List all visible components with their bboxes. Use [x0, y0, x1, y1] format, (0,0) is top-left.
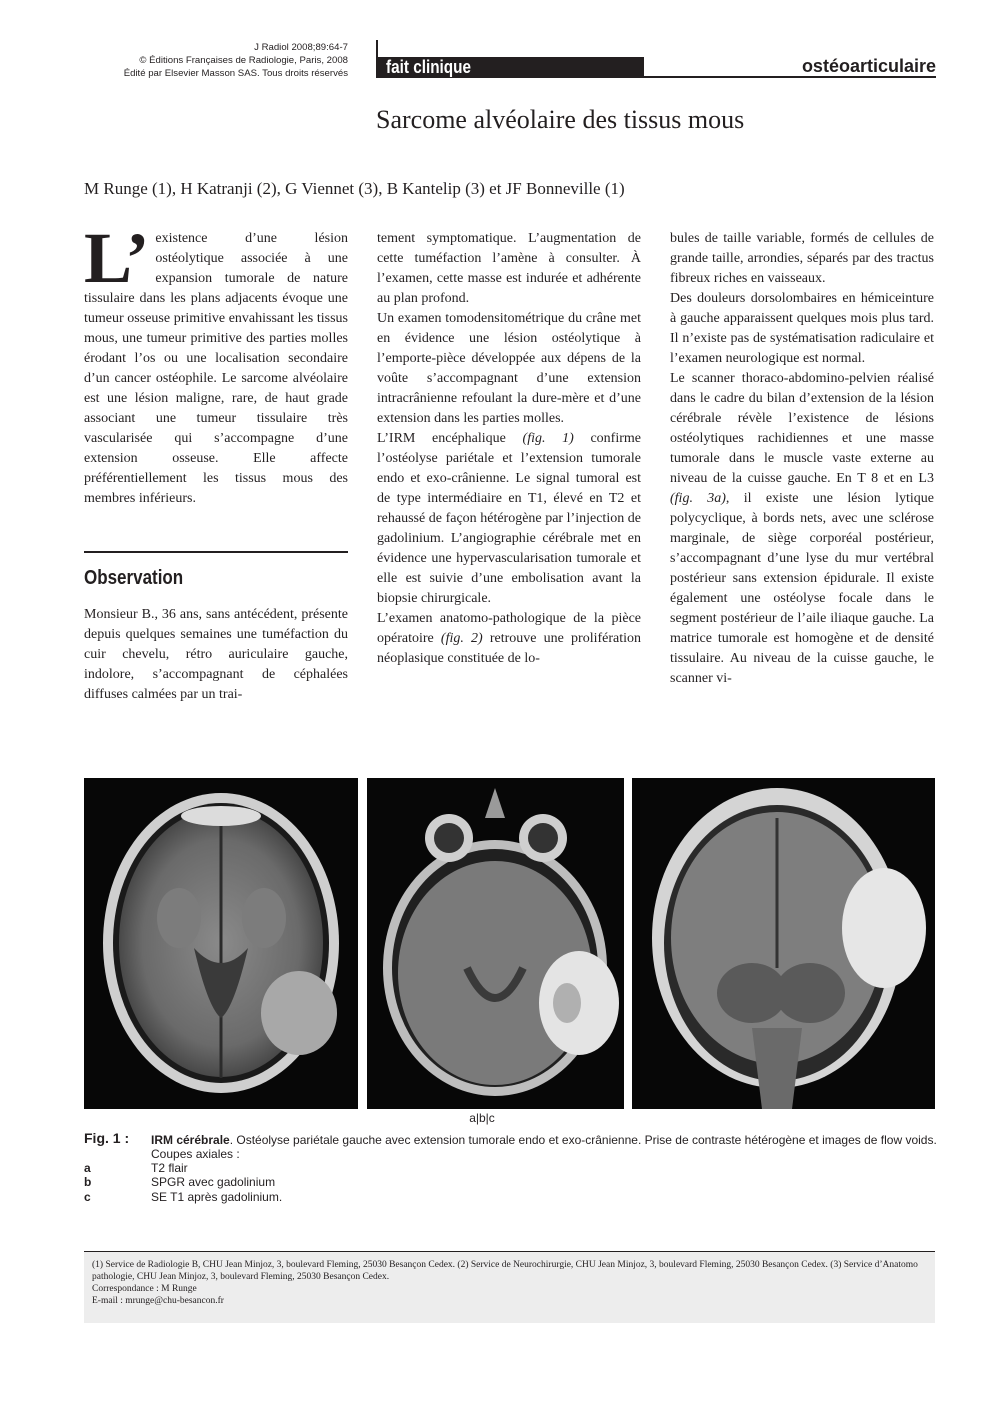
col2-paragraph-1: tement symptomatique. L’augmentation de cette tuméfaction l’amène à consulter. À l’examen, cette masse est indurée et adhérente au plan profond.: [377, 231, 641, 306]
text-run: confirme l’ostéolyse pariétale et l’extension tumorale endo et exo-crânienne. Le signal tumoral est de type intermédiaire en T1, élevé en T2 et rehaussé de façon hétérogène par l’injection de gadolinium. L’angiographie cérébrale met en évidence une hypervascularisation tumorale et elle est suivie d’une embolisation avant la biopsie chirurgicale.: [377, 431, 641, 606]
col3-paragraph-1: bules de taille variable, formés de cellules de grande taille, arrondies, séparés par des tractus fibreux riches en vaisseaux.: [670, 231, 934, 286]
column-2: [377, 229, 641, 669]
section-heading-observation: [84, 565, 201, 591]
mri-panel-c: [632, 778, 935, 1109]
footnote-box: [84, 1251, 935, 1323]
column-1-intro: [84, 218, 348, 509]
observation-paragraph: [84, 605, 348, 705]
col2-paragraph-3: [377, 429, 641, 609]
caption-item-c: [84, 1190, 484, 1204]
drop-cap: L’: [84, 218, 150, 298]
section-rule: [84, 551, 348, 553]
section-heading-text: Observation: [84, 567, 184, 589]
caption-item-key: c: [84, 1190, 91, 1204]
mri-axial-spgr-gadolinium-image: [367, 778, 624, 1109]
figure-caption: [151, 1133, 941, 1161]
figure-reference-link[interactable]: (fig. 3a): [670, 491, 726, 506]
observation-text: Monsieur B., 36 ans, sans antécédent, présente depuis quelques semaines une tuméfaction du cuir chevelu, rétro auriculaire gauche, indolore, s’accompagnant de céphalées diffuses calmées par un trai-: [84, 607, 348, 702]
caption-text: . Ostéolyse pariétale gauche avec extension tumorale endo et exo-crânienne. Prise de contraste hétérogène et images de flow voids. Coupes axiales :: [151, 1133, 937, 1161]
intro-text: existence d’une lésion ostéolytique associée à une expansion tumorale de nature tissulaire dans les plans adjacents évoque une tumeur osseuse primitive envahissant les tissus mous, une tumeur primitive des parties molles érodant l’os ou une localisation secondaire d’un cancer ostéophile. Le sarcome alvéolaire est une lésion maligne, rare, de haut grade associant une tumeur tissulaire très vascularisée qui s’accompagne d’une extension osseuse. Elle affecte préférentiellement les tissus mous des membres inférieurs.: [84, 231, 348, 506]
author-list: M Runge (1), H Katranji (2), G Viennet (3), B Kantelip (3) et JF Bonneville (1): [84, 179, 625, 198]
col2-paragraph-2: Un examen tomodensitométrique du crâne met en évidence une lésion ostéolytique à l’emporte-pièce développée aux dépens de la voûte s’accompagnant d’une extension intracrânienne refoulant la dure-mère et d’une extension dans les parties molles.: [377, 311, 641, 426]
correspondence: Correspondance : M Runge: [92, 1284, 197, 1294]
text-run: Le scanner thoraco-abdomino-pelvien réalisé dans le cadre du bilan d’extension de la lésion cérébrale révèle l’existence de lésions ostéolytiques rachidiennes et une masse tumorale dans le muscle vaste externe au niveau de la cuisse gauche. En T 8 et en L3: [670, 371, 934, 486]
publisher-line: Édité par Elsevier Masson SAS. Tous droits réservés: [123, 68, 348, 79]
journal-citation: J Radiol 2008;89:64-7: [254, 42, 348, 53]
rubric-label: ostéoarticulaire: [644, 57, 936, 78]
caption-item-key: a: [84, 1161, 91, 1175]
copyright-line: © Éditions Françaises de Radiologie, Paris, 2008: [139, 55, 348, 66]
article-title: Sarcome alvéolaire des tissus mous: [376, 105, 745, 134]
mri-panel-b: [367, 778, 624, 1109]
article-type-banner: [376, 57, 644, 78]
affiliations: (1) Service de Radiologie B, CHU Jean Minjoz, 3, boulevard Fleming, 25030 Besançon Cedex. (2) Service de Neurochirurgie, CHU Jean Minjoz, 3, boulevard Fleming, 25030 Besançon Cedex. (3) Service d’Anatomo pathologie, CHU Jean Minjoz, 3, boulevard Fleming, 25030 Besançon Cedex.: [92, 1260, 918, 1282]
journal-reference: [60, 41, 348, 80]
figure-panel-label: a|b|c: [469, 1111, 495, 1125]
col3-paragraph-2: Des douleurs dorsolombaires en hémiceinture à gauche apparaissent quelques mois plus tard. Il n’existe pas de systématisation radiculaire et l’examen neurologique est normal.: [670, 291, 934, 366]
mri-panel-a: [84, 778, 358, 1109]
caption-item-b: [84, 1175, 484, 1189]
text-run: retrouve une prolifération néoplasique constituée de lo-: [377, 631, 642, 666]
caption-item-text: T2 flair: [151, 1161, 188, 1175]
column-3: [670, 229, 934, 689]
figure-reference-link[interactable]: (fig. 2): [440, 631, 483, 646]
intro-paragraph: [84, 218, 348, 509]
col2-paragraph-4: [377, 609, 641, 669]
col3-paragraph-3: [670, 369, 934, 689]
caption-item-text: SE T1 après gadolinium.: [151, 1190, 283, 1204]
text-run: , il existe une lésion lytique polycyclique, à bords nets, avec une sclérose marginale, de siège corporéal postérieur, s’accompagnant d’une lyse du mur vertébral postérieur sans extension épidurale. Il existe également une ostéolyse focale dans le segment postérieur de l’aile iliaque gauche. La matrice tumorale est homogène et de densité tissulaire. Au niveau de la cuisse gauche, le scanner vi-: [670, 491, 934, 686]
mri-se-t1-gadolinium-image: [632, 778, 935, 1109]
figure-tag: Fig. 1 :: [84, 1130, 130, 1146]
caption-item-key: b: [84, 1175, 92, 1189]
text-run: L’examen anatomo-pathologique de la pièce opératoire: [377, 611, 641, 646]
text-run: L’IRM encéphalique: [377, 431, 523, 446]
email-contact[interactable]: E-mail : mrunge@chu-besancon.fr: [92, 1296, 224, 1306]
article-type-label: fait clinique: [386, 57, 472, 77]
caption-item-a: [84, 1161, 484, 1175]
caption-title: IRM cérébrale: [151, 1133, 230, 1147]
mri-axial-t2-flair-image: [84, 778, 358, 1109]
caption-item-text: SPGR avec gadolinium: [151, 1175, 276, 1189]
figure-reference-link[interactable]: (fig. 1): [522, 431, 574, 446]
